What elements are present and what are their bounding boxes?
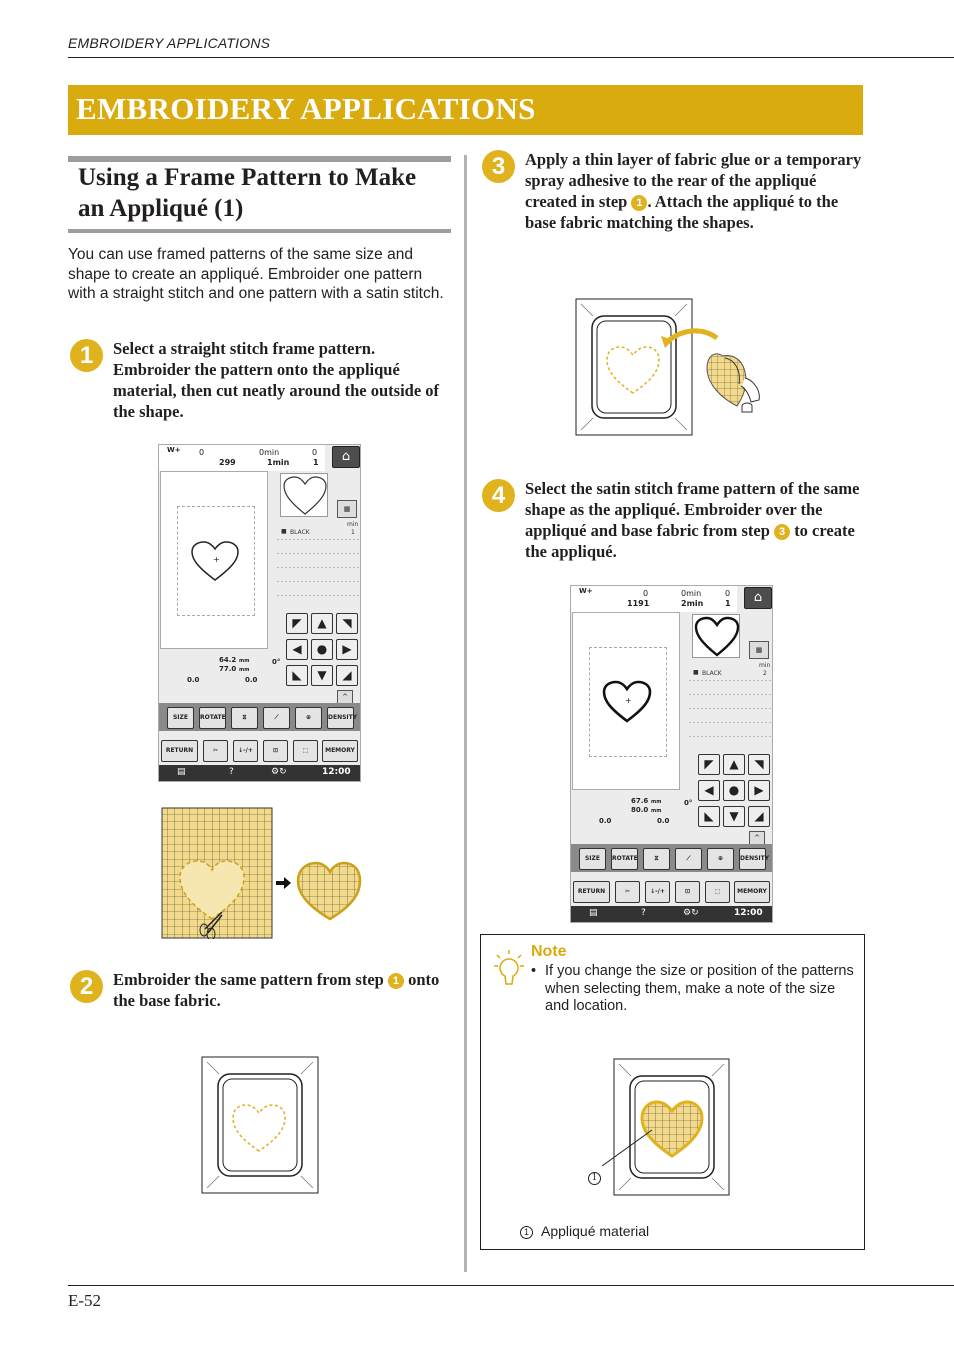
step-3-badge: 3 [482,150,515,183]
density-button[interactable]: DENSITY [739,848,766,870]
step-1-badge: 1 [70,339,103,372]
intro-paragraph: You can use framed patterns of the same size and shape to create an appliqué. Embroider one pattern with a straight stitch and one pattern with a satin stitch. [68,246,444,302]
center-button[interactable]: ● [311,639,333,660]
help-icon: ? [229,767,234,777]
bottom-rule [68,1285,954,1286]
move-upleft-button[interactable]: ◤ [698,754,720,775]
step-2-badge: 2 [70,970,103,1003]
needle-button[interactable]: ⟋ [263,707,290,729]
mirror-button[interactable]: ⧖ [643,848,670,870]
move-up-button[interactable]: ▲ [311,613,333,634]
settings-icon: ⚙↻ [271,767,287,777]
top-rule [68,57,954,58]
step-4-text: Select the satin stitch frame pattern of the same shape as the appliqué. Embroider over the appliqué and base fabric from step 3 to create the appliqué. [525,479,860,561]
step-ref-badge: 3 [774,524,790,540]
memory-button[interactable]: MEMORY [734,881,770,903]
stitch-button[interactable]: ↓-/+ [233,740,258,762]
cut-fabric-illustration [160,807,365,939]
border-button[interactable]: ⊕ [707,848,734,870]
bottom-bar: ▤ ? ⚙↻ 12:00 [159,765,360,782]
svg-text:+: + [625,696,632,705]
thread-button[interactable]: ▦ [749,641,769,659]
move-left-button[interactable]: ◀ [698,780,720,801]
rotate-button[interactable]: ROTATE [611,848,638,870]
move-down-button[interactable]: ▼ [311,665,333,686]
move-upleft-button[interactable]: ◤ [286,613,308,634]
step-2-text: Embroider the same pattern from step 1 onto the base fabric. [113,970,440,1010]
stitch-button[interactable]: ↓-/+ [645,881,670,903]
figure-caption: 1 Appliqué material [520,1223,649,1239]
step-1-text: Select a straight stitch frame pattern. Embroider the pattern onto the appliqué material, then cut neatly around the outside of the shape. [113,339,440,421]
return-button[interactable]: RETURN [573,881,610,903]
help-icon: ? [641,908,646,918]
memory-button[interactable]: MEMORY [322,740,358,762]
heart-outline [189,540,241,584]
move-up-button[interactable]: ▲ [723,754,745,775]
density-button[interactable]: DENSITY [327,707,354,729]
heart-outline [601,679,653,725]
edit-canvas[interactable] [160,471,268,649]
page-icon: ▤ [177,767,186,777]
status-bar: W+ 0 1191 0min 2min 0 1 [571,586,737,612]
scroll-up-button[interactable]: ^ [749,831,765,845]
edit-canvas[interactable] [572,612,680,790]
move-upright-button[interactable]: ◥ [748,754,770,775]
finished-applique-illustration [586,1058,732,1198]
home-button[interactable]: ⌂ [744,587,772,609]
note-text: • If you change the size or position of the patterns when selecting them, make a note of the size and location. [531,963,854,1014]
pattern-thumbnail[interactable] [280,473,328,517]
move-upright-button[interactable]: ◥ [336,613,358,634]
column-divider [464,155,467,1272]
scroll-up-button[interactable]: ^ [337,690,353,704]
scissors-button[interactable]: ✂ [203,740,228,762]
color-swatch-icon: ■ [693,669,699,676]
size-button[interactable]: SIZE [167,707,194,729]
running-head: EMBROIDERY APPLICATIONS [68,35,271,51]
color-swatch-icon: ■ [281,528,287,535]
step-3-text: Apply a thin layer of fabric glue or a temporary spray adhesive to the rear of the appliqué created in step 1 . Attach the appliqué to the base fabric matching the shapes. [525,150,862,232]
chapter-title: EMBROIDERY APPLICATIONS [76,91,536,126]
section-title: Using a Frame Pattern to Make an Appliqué (1) [78,164,417,222]
border-button[interactable]: ⊕ [295,707,322,729]
return-button[interactable]: RETURN [161,740,198,762]
trial-button[interactable]: ⬚ [705,881,730,903]
bullet-mark: • [531,963,537,979]
home-button[interactable]: ⌂ [332,446,360,468]
move-downright-button[interactable]: ◢ [748,806,770,827]
move-downleft-button[interactable]: ◣ [286,665,308,686]
svg-text:+: + [213,555,220,564]
mirror-button[interactable]: ⧖ [231,707,258,729]
page-number: E-52 [68,1291,102,1310]
move-down-button[interactable]: ▼ [723,806,745,827]
move-right-button[interactable]: ▶ [336,639,358,660]
step-4-badge: 4 [482,479,515,512]
chapter-title-band [68,85,863,135]
start-point-button[interactable]: ⊡ [675,881,700,903]
section-rule-bottom [68,229,451,233]
callout-number: 1 [588,1166,601,1185]
pattern-thumbnail[interactable] [692,614,740,658]
presser-foot-icon: W+ [167,446,181,454]
start-point-button[interactable]: ⊡ [263,740,288,762]
move-downleft-button[interactable]: ◣ [698,806,720,827]
move-left-button[interactable]: ◀ [286,639,308,660]
rotate-button[interactable]: ROTATE [199,707,226,729]
lcd-screen-1: W+ 0 299 0min 1min 0 1 ⌂ + ▦ ■ BLACK min 1 ◤ ▲ ◥ ◀ ● ▶ ◣ ▼ ◢ 64.2 mm 77.0 mm 0° 0.0 0.0 ^ SIZE ROTATE ⧖ ⟋ ⊕ DENSITY RETURN ✂ ↓-/+ ⊡ ⬚ MEMORY ▤ ? ⚙↻ 12:00 [158,444,361,782]
trial-button[interactable]: ⬚ [293,740,318,762]
status-bar: W+ 0 299 0min 1min 0 1 [159,445,325,471]
move-downright-button[interactable]: ◢ [336,665,358,686]
thread-button[interactable]: ▦ [337,500,357,518]
presser-foot-icon: W+ [579,587,593,595]
lightbulb-icon [492,946,526,988]
attach-applique-illustration [575,298,785,436]
bottom-bar: ▤ ? ⚙↻ 12:00 [571,906,772,923]
page-icon: ▤ [589,908,598,918]
move-right-button[interactable]: ▶ [748,780,770,801]
scissors-button[interactable]: ✂ [615,881,640,903]
step-ref-badge: 1 [631,195,647,211]
hoop-dashed-heart-illustration [201,1056,319,1194]
step-ref-badge: 1 [388,973,404,989]
note-title: Note [531,943,567,960]
size-button[interactable]: SIZE [579,848,606,870]
center-button[interactable]: ● [723,780,745,801]
settings-icon: ⚙↻ [683,908,699,918]
lcd-screen-2: W+ 0 1191 0min 2min 0 1 ⌂ + ▦ ■ BLACK min 2 ◤ ▲ ◥ ◀ ● ▶ ◣ ▼ ◢ 67.6 mm 80.0 mm 0° 0.0 0.0 ^ SIZE ROTATE ⧖ ⟋ ⊕ DENSITY RETURN ✂ ↓-/+ ⊡ ⬚ MEMORY ▤ ? ⚙↻ 12:00 [570,585,773,923]
needle-button[interactable]: ⟋ [675,848,702,870]
